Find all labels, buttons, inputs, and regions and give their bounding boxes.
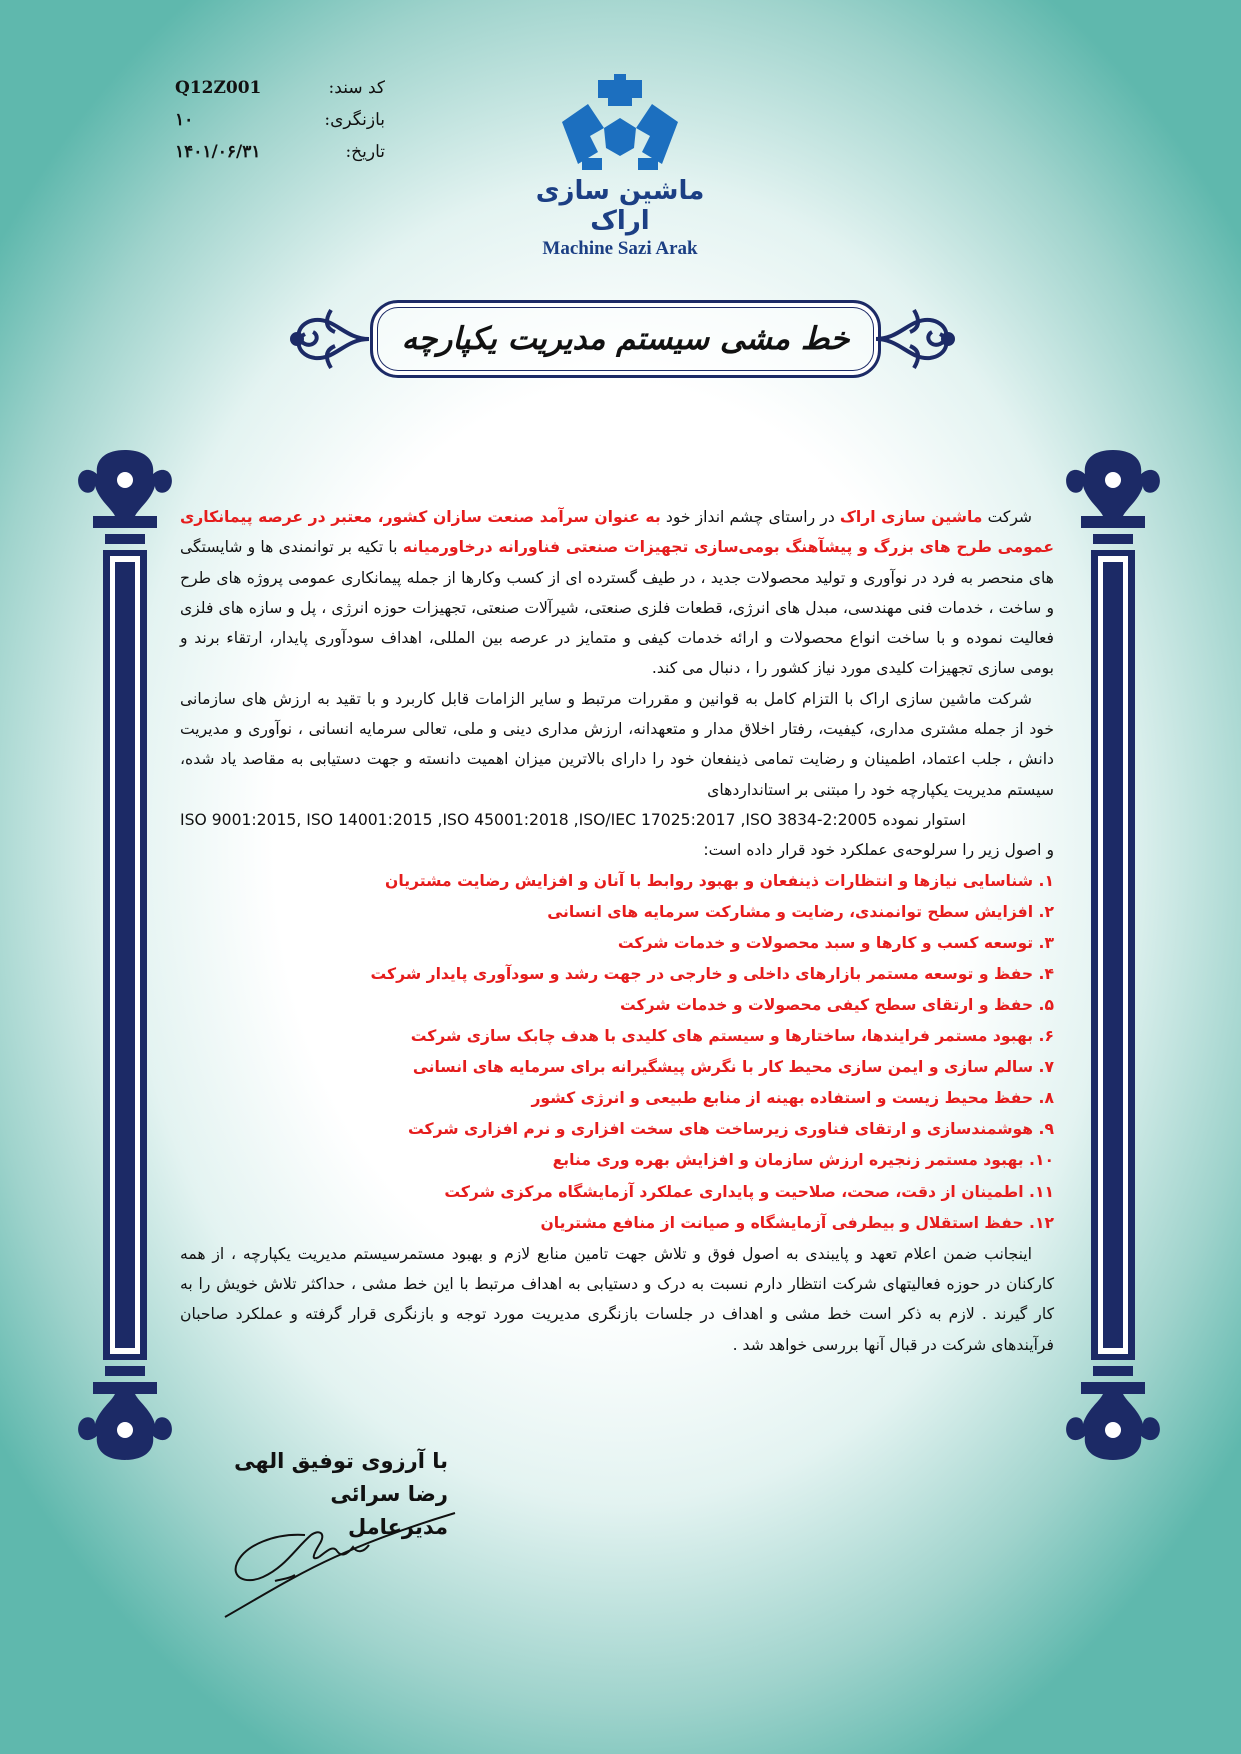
doc-code-label: کد سند: (328, 78, 385, 98)
doc-revision-label: بازنگری: (324, 110, 385, 130)
right-ornament-icon (874, 298, 960, 380)
doc-code-value: Q12Z001 (175, 78, 262, 98)
principle-item: ۷. سالم سازی و ایمن سازی محیط کار با نگرش پیشگیرانه برای سرمایه های انسانی (412, 1058, 1054, 1077)
left-ornament-icon (285, 298, 371, 380)
right-pillar-ornament-icon (1063, 450, 1163, 1460)
principle-item: ۹. هوشمندسازی و ارتقای فناوری زیرساخت های سخت افزاری و نرم افزاری شرکت (408, 1120, 1054, 1139)
page-title: خط مشی سیستم مدیریت یکپارچه (401, 321, 850, 357)
title-banner (285, 296, 960, 382)
principle-item: ۶. بهبود مستمر فرایندها، ساختارها و سیستم های کلیدی با هدف چابک سازی شرکت (410, 1027, 1054, 1046)
doc-revision-value: ۱۰ (175, 110, 194, 130)
signature-wish: با آرزوی توفیق الهی (234, 1449, 448, 1473)
logo-mark-icon (560, 72, 680, 174)
principle-item: ۴. حفظ و توسعه مستمر بازارهای داخلی و خارجی در جهت رشد و سودآوری پایدار شرکت (370, 964, 1054, 983)
iso-standards-line (180, 805, 1054, 835)
intro-part-e: با تکیه بر توانمندی ها و شایستگی های منحصر به فرد در نوآوری و تولید محصولات جدید ، در طیف گسترده ای از کسب وکارها از جمله پیمانکاری عمومی پروژه های طرح و ساخت ، خدمات فنی مهندسی، مبدل های انرژی، قطعات فلزی صنعتی، شیرآلات صنعتی، تجهیزات حوزه انرژی ، پل و سازه های فلزی فعالیت نموده و با ساخت انواع محصولات و ارائه خدمات کیفی و متمایز در عرصه بین المللی، اهداف سودآوری پایدار، ارتقاء برند و بومی سازی تجهیزات کلیدی مورد نیاز کشور را ، دنبال می کند. (180, 538, 1054, 678)
banner-frame (370, 300, 881, 378)
doc-revision-row (175, 104, 385, 136)
principle-item: ۲. افزایش سطح توانمندی، رضایت و مشارکت سرمایه های انسانی (547, 902, 1054, 921)
document-meta (175, 72, 385, 168)
principles-list (180, 866, 1054, 1239)
doc-date-row (175, 136, 385, 168)
doc-date-label: تاریخ: (345, 142, 385, 162)
principle-item: ۱. شناسایی نیازها و انتظارات ذینفعان و بهبود روابط با آنان و افزایش رضایت مشتریان (385, 871, 1054, 890)
iso-standards: ISO 9001:2015, ISO 14001:2015 ,ISO 45001:2018 ,ISO/IEC 17025:2017 ,ISO 3834-2:2005 (180, 810, 878, 829)
iso-suffix: استوار نموده (882, 810, 966, 829)
vision-highlight: به عنوان سرآمد صنعت سازان کشور، معتبر در عرصه پیمانکاری عمومی طرح های بزرگ و پیشآهنگ بومی‌سازی تجهیزات صنعتی فناورانه درخاورمیانه (180, 508, 1054, 557)
handwritten-signature-icon (215, 1505, 465, 1620)
left-pillar-ornament-icon (75, 450, 175, 1460)
principle-item: ۱۰. بهبود مستمر زنجیره ارزش سازمان و افزایش بهره وری منابع (552, 1151, 1054, 1170)
company-name-en: Machine Sazi Arak (542, 238, 698, 259)
commitment-paragraph: شرکت ماشین سازی اراک با التزام کامل به قوانین و مقررات مرتبط و سایر الزامات قابل کاربرد و با تقید به ارزش های سازمانی خود از جمله مشتری مداری، کیفیت، رفتار اخلاق مدار و متعهدانه، ارزش مداری دینی و ملی، تعالی سرمایه انسانی ، نوآوری و مدیریت دانش ، جلب اعتماد، اطمینان و رضایت تمامی ذینفعان خود را دارای بالاترین میزان اهمیت دانسته و جهت دستیابی به مقاصد یاد شده، سیستم مدیریت یکپارچه خود را مبتنی بر استانداردهای (180, 689, 1054, 799)
intro-part-c: در راستای چشم انداز خود (660, 508, 840, 526)
signatory-name: رضا سرائی (330, 1482, 448, 1506)
signatory-title: مدیرعامل (347, 1515, 448, 1539)
closing-paragraph: اینجانب ضمن اعلام تعهد و پایبندی به اصول فوق و تلاش جهت تامین منابع لازم و بهبود مستمرسیستم مدیریت یکپارچه ، از همه کارکنان در حوزه فعالیتهای شرکت انتظار دارم نسبت به درک و دستیابی به اهداف مرتبط با این خط مشی ، حداکثر تلاش خویش را به کار گیرند . لازم به ذکر است خط مشی و اهداف در جلسات بازنگری مدیریت مورد توجه و بازنگری قرار گرفته و عملکرد صاحبان فرآیندهای شرکت در قبال آنها بررسی خواهد شد . (180, 1244, 1054, 1354)
company-logo (520, 72, 720, 260)
intro-part-a: شرکت (982, 508, 1032, 526)
doc-code-row (175, 72, 385, 104)
principle-item: ۱۱. اطمینان از دقت، صحت، صلاحیت و پایداری عملکرد آزمایشگاه مرکزی شرکت (444, 1182, 1054, 1201)
principle-item: ۵. حفظ و ارتقای سطح کیفی محصولات و خدمات شرکت (620, 995, 1054, 1014)
principle-item: ۱۲. حفظ استقلال و بیطرفی آزمایشگاه و صیانت از منافع مشتریان (540, 1213, 1054, 1232)
policy-body (180, 502, 1054, 1360)
company-name-highlight: ماشین سازی اراک (839, 508, 983, 526)
doc-date-value: ۱۴۰۱/۰۶/۳۱ (175, 142, 261, 162)
principles-intro: و اصول زیر را سرلوحه‌ی عملکرد خود قرار داده است: (703, 841, 1054, 860)
intro-paragraph (180, 502, 1054, 684)
principle-item: ۸. حفظ محیط زیست و استفاده بهینه از منابع طبیعی و انرژی کشور (531, 1089, 1054, 1108)
principle-item: ۳. توسعه کسب و کارها و سبد محصولات و خدمات شرکت (617, 933, 1054, 952)
company-name-fa: ماشین سازی اراک (535, 176, 705, 236)
